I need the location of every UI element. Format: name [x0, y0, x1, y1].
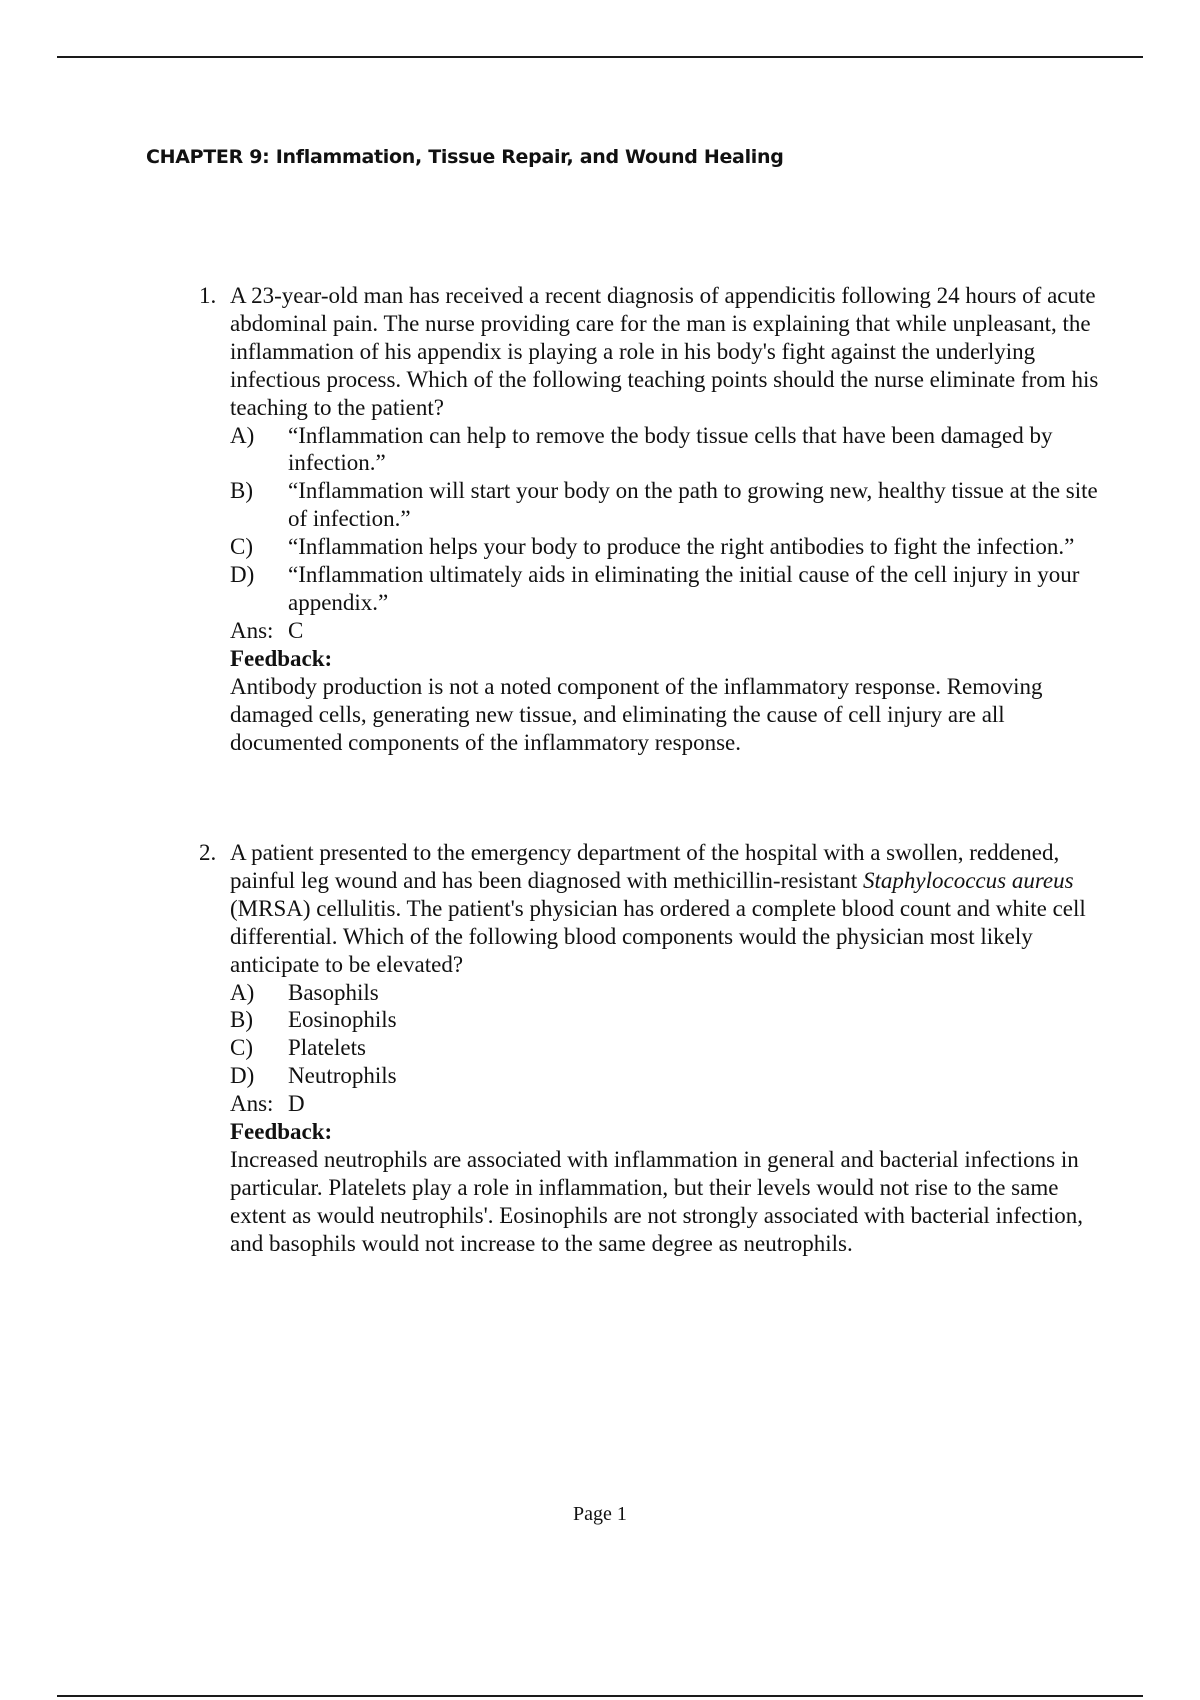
option-a	[230, 422, 1099, 478]
chapter-title: CHAPTER 9: Inflammation, Tissue Repair, and Wound Healing	[146, 146, 784, 168]
option-letter: D)	[230, 1063, 255, 1089]
feedback-label: Feedback:	[230, 645, 333, 671]
feedback-text: Antibody production is not a noted component of the inflammatory response. Removing damaged cells, generating new tissue, and eliminating the cause of cell injury are all documented components of the inflammatory response.	[230, 673, 1043, 755]
option-letter: A)	[230, 422, 255, 448]
option-letter: C)	[230, 1035, 253, 1061]
answer-label: Ans:	[230, 1091, 274, 1117]
feedback-text: Increased neutrophils are associated with inflammation in general and bacterial infections in particular. Platelets play a role in inflammation, but their levels would not rise to the same extent as would neutrophils'. Eosinophils are not strongly associated with bacterial infection, and basophils would not increase to the same degree as neutrophils.	[230, 1146, 1084, 1256]
option-d	[230, 1062, 1099, 1090]
top-rule	[57, 56, 1143, 58]
option-text: Neutrophils	[288, 1063, 397, 1089]
option-text: “Inflammation will start your body on the path to growing new, healthy tissue at the site of infection.”	[288, 478, 1098, 532]
option-letter: B)	[230, 1007, 253, 1033]
question-text	[230, 839, 1099, 979]
option-text: Eosinophils	[288, 1007, 397, 1033]
answer-line	[230, 1090, 1099, 1118]
option-letter: D)	[230, 562, 255, 588]
option-letter: A)	[230, 979, 255, 1005]
question-2	[199, 839, 1099, 1258]
answer-value: C	[288, 617, 304, 643]
stem-after: (MRSA) cellulitis. The patient's physician has ordered a complete blood count and white cell differential. Which of the following blood components would the physician most likely anticipate to be elevated?	[230, 895, 1086, 977]
option-b	[230, 1006, 1099, 1034]
organism-name: Staphylococcus aureus	[863, 867, 1074, 893]
question-2-body	[230, 979, 1099, 1258]
question-number: 1.	[199, 283, 217, 308]
stem-before: A patient presented to the emergency department of the hospital with a swollen, reddened, painful leg wound and has been diagnosed with methicillin-resistant	[230, 840, 1060, 893]
answer-value: D	[288, 1091, 305, 1117]
option-a	[230, 979, 1099, 1007]
question-number: 2.	[199, 840, 217, 865]
question-1-stem	[199, 282, 1099, 422]
option-c	[230, 533, 1099, 561]
option-text: “Inflammation ultimately aids in eliminating the initial cause of the cell injury in your appendix.”	[288, 562, 1080, 615]
option-letter: B)	[230, 478, 253, 504]
option-letter: C)	[230, 534, 253, 560]
answer-label: Ans:	[230, 617, 274, 643]
option-c	[230, 1034, 1099, 1062]
option-text: Platelets	[288, 1035, 366, 1061]
option-text: “Inflammation helps your body to produce the right antibodies to fight the infection.”	[288, 534, 1075, 560]
question-1-body	[230, 422, 1099, 757]
option-d	[230, 561, 1099, 617]
option-text: “Inflammation can help to remove the body tissue cells that have been damaged by infection.”	[288, 422, 1053, 476]
question-1	[199, 282, 1099, 756]
page-number: Page 1	[573, 1503, 627, 1525]
feedback-label: Feedback:	[230, 1119, 333, 1145]
question-2-stem	[199, 839, 1099, 979]
question-text: A 23-year-old man has received a recent diagnosis of appendicitis following 24 hours of acute abdominal pain. The nurse providing care for the man is explaining that while unpleasant, the inflammation of his appendix is playing a role in his body's fight against the underlying infectious process. Which of the following teaching points should the nurse eliminate from his teaching to the patient?	[230, 283, 1099, 420]
option-text: Basophils	[288, 979, 379, 1005]
bottom-rule	[57, 1695, 1143, 1697]
option-b	[230, 477, 1099, 533]
answer-line	[230, 617, 1099, 645]
